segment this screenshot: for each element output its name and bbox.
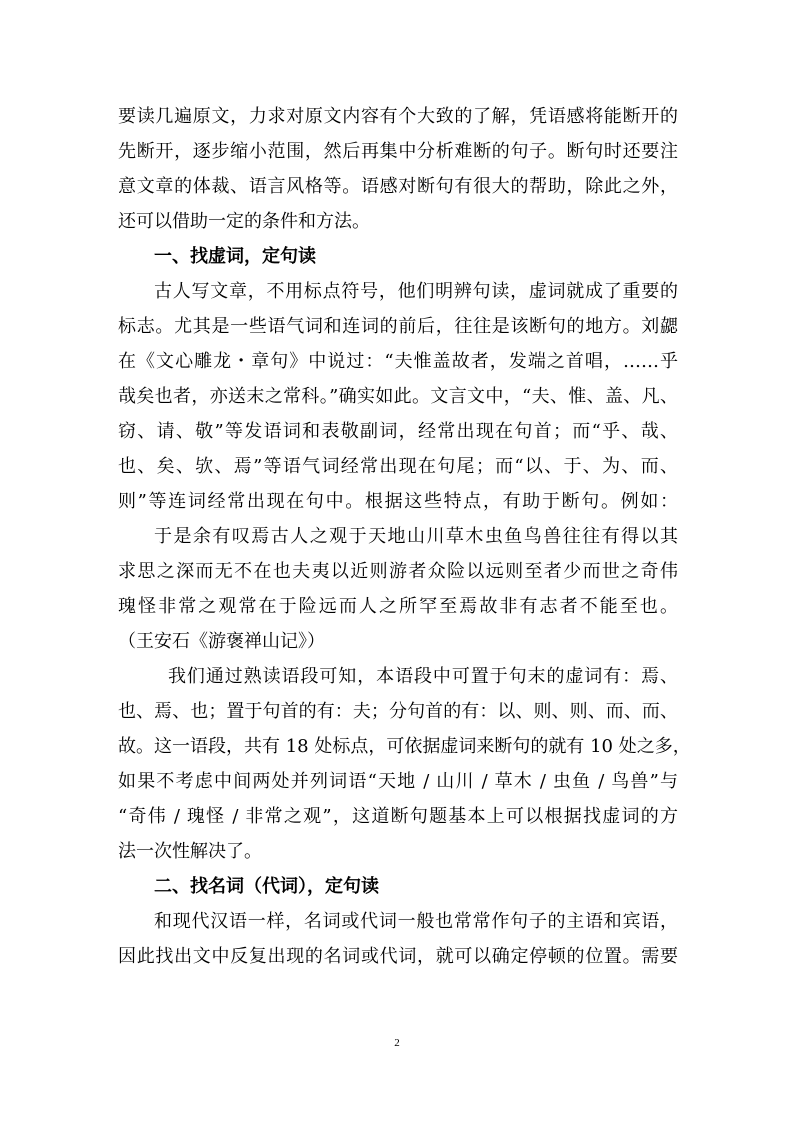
text-line: 古人写文章，不用标点符号，他们明辨句读，虚词就成了重要的: [154, 281, 678, 302]
text-line: 还可以借助一定的条件和方法。: [118, 211, 370, 232]
section-heading-2: 二、找名词（代词），定句读: [154, 876, 379, 897]
text-line: 标志。尤其是一些语气词和连词的前后，往往是该断句的地方。刘勰: [118, 316, 678, 337]
text-line: 法一次性解决了。: [118, 841, 262, 862]
text-line: 如果不考虑中间两处并列词语“天地 / 山川 / 草木 / 虫鱼 / 鸟兽”与: [118, 771, 678, 792]
text-line: “奇伟 / 瑰怪 / 非常之观”，这道断句题基本上可以根据找虚词的方: [118, 806, 678, 827]
text-line: 意文章的体裁、语言风格等。语感对断句有很大的帮助，除此之外，: [118, 176, 678, 197]
quote-source: （王安石《游褒禅山记》）: [118, 631, 325, 652]
quoted-text-line: 于是余有叹焉古人之观于天地山川草木虫鱼鸟兽往往有得以其: [154, 526, 678, 547]
text-line: 则”等连词经常出现在句中。根据这些特点，有助于断句。例如：: [118, 491, 678, 512]
text-line: 哉矣也者，亦送末之常科。”确实如此。文言文中，“夫、惟、盖、凡、: [118, 386, 678, 407]
text-line: 要读几遍原文，力求对原文内容有个大致的了解，凭语感将能断开的: [118, 106, 678, 127]
text-line: 窃、请、敬”等发语词和表敬副词，经常出现在句首；而“乎、哉、: [118, 421, 678, 442]
section-heading-1: 一、找虚词，定句读: [154, 246, 316, 267]
text-line: 也、焉、也；置于句首的有：夫；分句首的有：以、则、则、而、而、: [118, 701, 678, 722]
quoted-text-line: 瑰怪非常之观常在于险远而人之所罕至焉故非有志者不能至也。: [118, 596, 678, 617]
text-line: 在《文心雕龙・章句》中说过：“夫惟盖故者，发端之首唱，……乎: [118, 351, 678, 372]
text-line: 也、矣、欤、焉”等语气词经常出现在句尾；而“以、于、为、而、: [118, 456, 678, 477]
text-line: 故。这一语段，共有 18 处标点，可依据虚词来断句的就有 10 处之多，: [118, 736, 691, 757]
text-line: 先断开，逐步缩小范围，然后再集中分析难断的句子。断句时还要注: [118, 141, 678, 162]
text-line: 因此找出文中反复出现的名词或代词，就可以确定停顿的位置。需要: [118, 946, 678, 967]
page-number: 2: [394, 1037, 400, 1049]
quoted-text-line: 求思之深而无不在也夫夷以近则游者众险以远则至者少而世之奇伟: [118, 561, 678, 582]
text-line: 和现代汉语一样，名词或代词一般也常常作句子的主语和宾语，: [154, 911, 678, 932]
text-line: 我们通过熟读语段可知，本语段中可置于句末的虚词有：焉、: [168, 666, 678, 687]
